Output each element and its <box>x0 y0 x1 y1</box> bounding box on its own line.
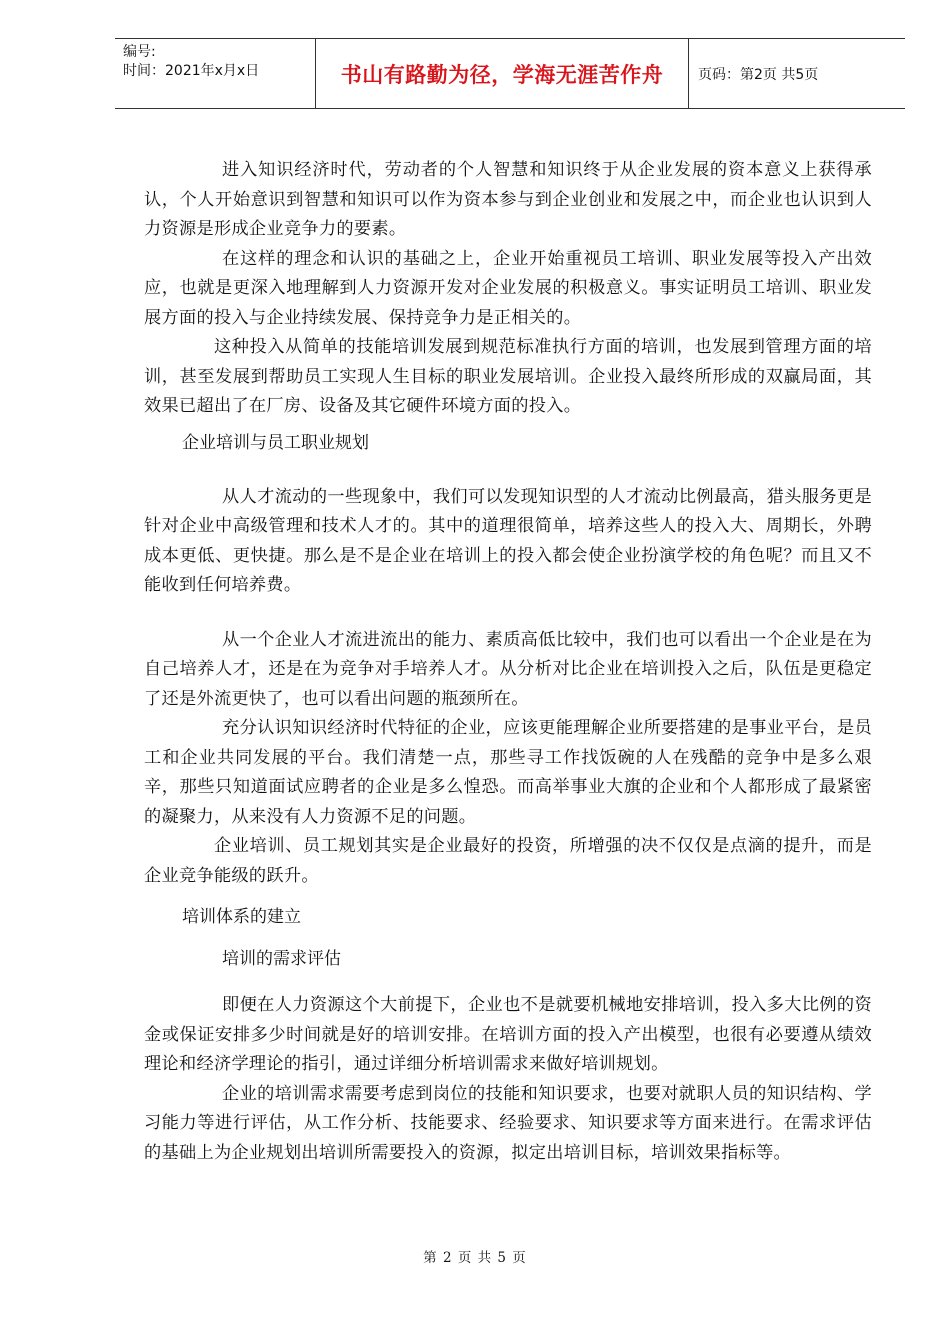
paragraph: 即便在人力资源这个大前提下，企业也不是就要机械地安排培训，投入多大比例的资金或保证安排多少时间就是好的培训安排。在培训方面的投入产出模型，也很有必要遵从绩效理论和经济学理论的指引，通过详细分析培训需求来做好培训规划。 <box>144 995 872 1074</box>
document-header <box>115 38 905 109</box>
paragraph: 企业的培训需求需要考虑到岗位的技能和知识要求，也要对就职人员的知识结构、学习能力等进行评估，从工作分析、技能要求、经验要求、知识要求等方面来进行。在需求评估的基础上为企业规划出培训所需要投入的资源，拟定出培训目标，培训效果指标等。 <box>144 1083 872 1163</box>
paragraph: 这种投入从简单的技能培训发展到规范标准执行方面的培训，也发展到管理方面的培训，甚至发展到帮助员工实现人生目标的职业发展培训。企业投入最终所形成的双赢局面，其效果已超出了在厂房、设备及其它硬件环境方面的投入。 <box>144 337 872 416</box>
time-label: 时间：2021年x月x日 <box>123 63 260 79</box>
paragraph: 充分认识知识经济时代特征的企业，应该更能理解企业所要搭建的是事业平台，是员工和企业共同发展的平台。我们清楚一点，那些寻工作找饭碗的人在残酷的竞争中是多么艰辛，那些只知道面试应聘者的企业是多么惶恐。而高举事业大旗的企业和个人都形成了最紧密的凝聚力，从来没有人力资源不足的问题。 <box>144 718 872 827</box>
page-label: 页码：第2页 共5页 <box>698 66 819 83</box>
page-footer: 第 2 页 共 5 页 <box>423 1250 527 1266</box>
header-page-cell <box>689 39 905 108</box>
paragraph: 在这样的理念和认识的基础之上，企业开始重视员工培训、职业发展等投入产出效应，也就是更深入地理解到人力资源开发对企业发展的积极意义。事实证明员工培训、职业发展方面的投入与企业持续发展、保持竞争力是正相关的。 <box>144 248 872 328</box>
section-heading: 企业培训与员工职业规划 <box>182 432 369 453</box>
document-body <box>144 156 872 1168</box>
paragraph: 进入知识经济时代，劳动者的个人智慧和知识终于从企业发展的资本意义上获得承认，个人开始意识到智慧和知识可以作为资本参与到企业创业和发展之中，而企业也认识到人力资源是形成企业竞争力的要素。 <box>144 160 872 239</box>
paragraph: 企业培训、员工规划其实是企业最好的投资，所增强的决不仅仅是点滴的提升，而是企业竞争能级的跃升。 <box>144 836 872 886</box>
header-meta <box>115 39 315 108</box>
section-heading: 培训体系的建立 <box>182 907 301 927</box>
paragraph: 从一个企业人才流进流出的能力、素质高低比较中，我们也可以看出一个企业是在为自己培养人才，还是在为竞争对手培养人才。从分析对比企业在培训投入之后，队伍是更稳定了还是外流更快了，也可以看出问题的瓶颈所在。 <box>144 629 872 709</box>
paragraph: 从人才流动的一些现象中，我们可以发现知识型的人才流动比例最高，猎头服务更是针对企业中高级管理和技术人才的。其中的道理很简单，培养这些人的投入大、周期长，外聘成本更低、更快捷。那么是不是企业在培训上的投入都会使企业扮演学校的角色呢？而且又不能收到任何培养费。 <box>144 486 872 595</box>
number-label: 编号: <box>123 44 156 60</box>
motto: 书山有路勤为径，学海无涯苦作舟 <box>340 62 664 87</box>
subsection-heading: 培训的需求评估 <box>222 949 341 969</box>
header-motto-cell <box>315 39 689 108</box>
